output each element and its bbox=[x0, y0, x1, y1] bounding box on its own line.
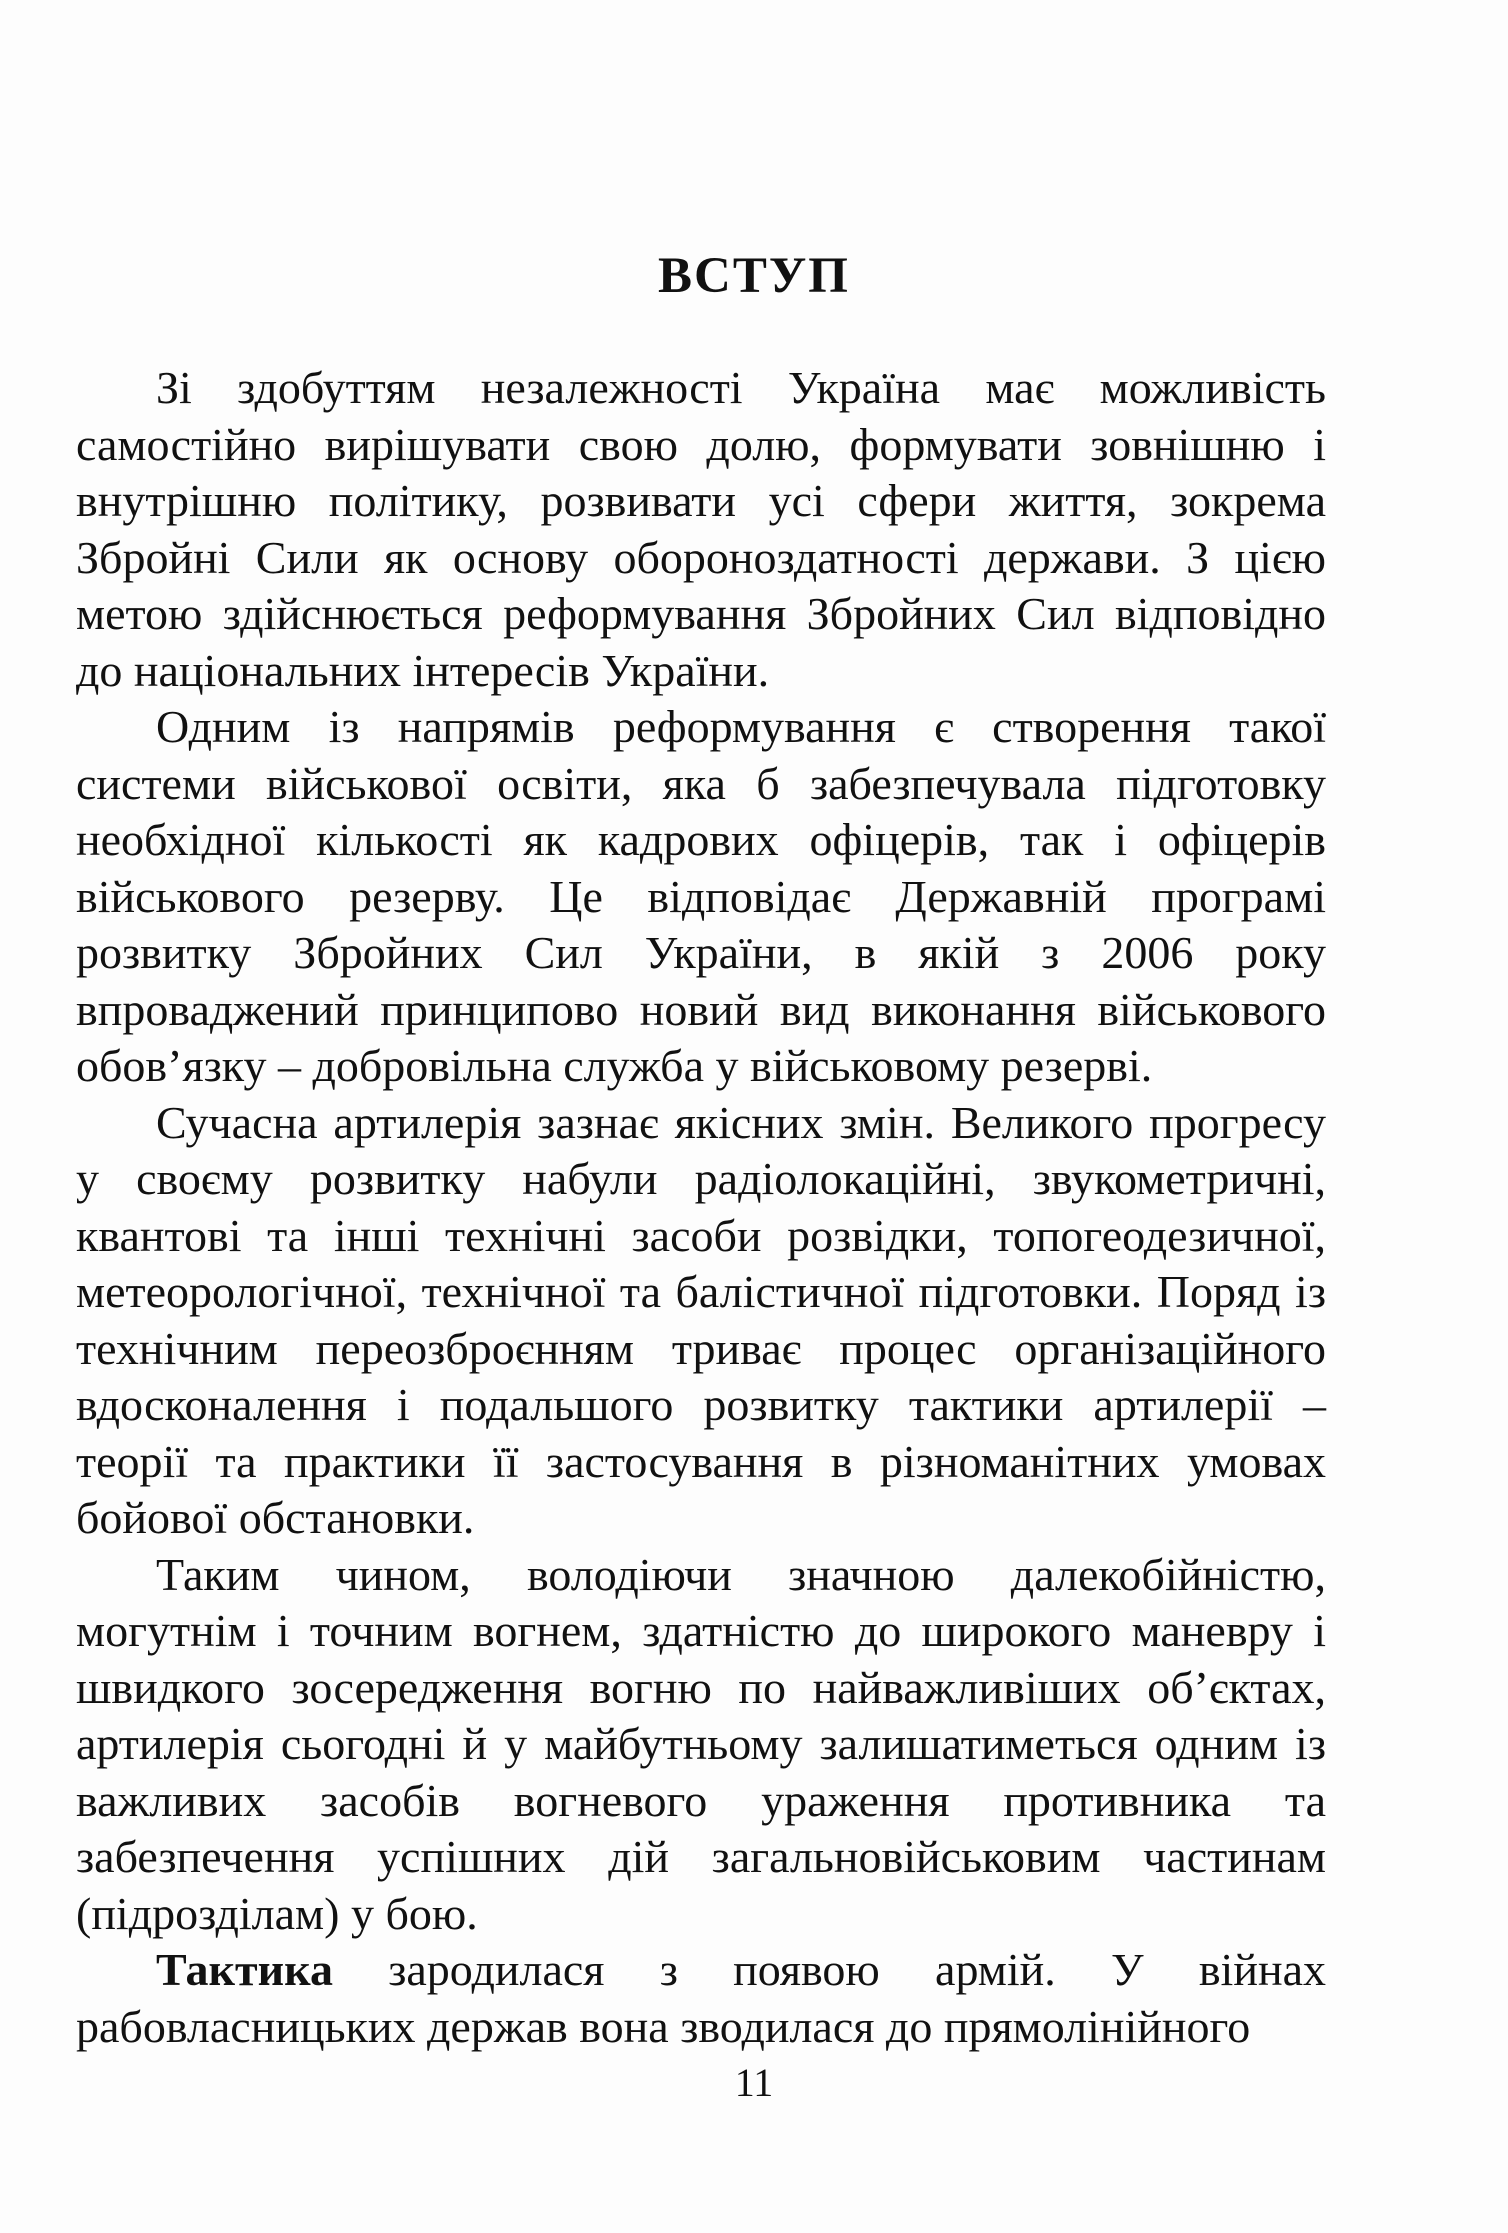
body-text bbox=[76, 360, 1326, 2055]
paragraph-1: Зі здобуттям незалежності Україна має можливість самостійно вирішувати свою долю, формувати зовнішню і внутрішню політику, розвивати усі сфери життя, зокрема Збройні Сили як основу обороноздатності держави. З цією метою здійснюється реформування Збройних Сил відповідно до національних інтересів України. bbox=[76, 362, 1326, 696]
term-tactics: Тактика bbox=[156, 1944, 333, 1995]
paragraph-5-text: зародилася з появою армій. У війнах рабовласницьких держав вона зводилася до прямолінійного bbox=[76, 1944, 1326, 2052]
paragraph-3: Сучасна артилерія зазнає якісних змін. Великого прогресу у своєму розвитку набули радіолокаційні, звукометричні, квантові та інші технічні засоби розвідки, топогеодезичної, метеорологічної, технічної та балістичної підготовки. Поряд із технічним переозброєнням триває процес організаційного вдосконалення і подальшого розвитку тактики артилерії – теорії та практики її застосування в різноманітних умовах бойової обстановки. bbox=[76, 1096, 1326, 1543]
paragraph-2: Одним із напрямів реформування є створення такої системи військової освіти, яка б забезпечувала підготовку необхідної кількості як кадрових офіцерів, так і офіцерів військового резерву. Це відповідає Державній програмі розвитку Збройних Сил України, в якій з 2006 року впроваджений принципово новий вид виконання військового обов’язку – добровільна служба у військовому резерві. bbox=[76, 701, 1326, 1091]
page-number: 11 bbox=[734, 2060, 774, 2105]
paragraph-5 bbox=[76, 1942, 1326, 2055]
paragraph-4: Таким чином, володіючи значною далекобійністю, могутнім і точним вогнем, здатністю до широкого маневру і швидкого зосередження вогню по найважливіших об’єктах, артилерія сьогодні й у майбутньому залишатиметься одним із важливих засобів вогневого ураження противника та забезпечення успішних дій загальновійськовим частинам (підрозділам) у бою. bbox=[76, 1548, 1326, 1939]
page-title: ВСТУП bbox=[658, 248, 850, 304]
